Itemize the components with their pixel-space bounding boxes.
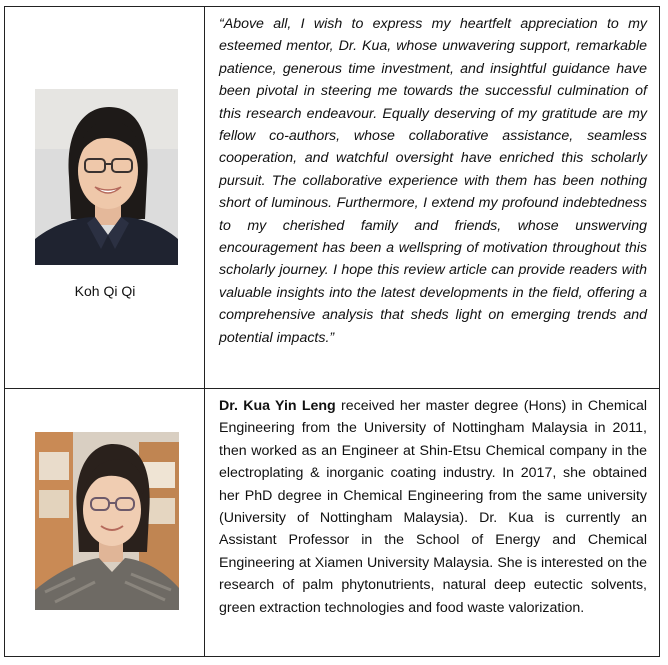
author-bio-table [4,6,660,657]
author-name-koh: Koh Qi Qi [74,283,136,299]
author-photo-koh [35,89,178,265]
acknowledgement-cell [205,7,659,388]
biography-body: received her master degree (Hons) in Chemical Engineering from the University of Nottingham Malaysia in 2011, then worked as an Engineer at Shin-Etsu Chemical company in the electroplating & inorganic coating industry. In 2017, she obtained her PhD degree in Chemical Engineering from the same university (University of Nottingham Malaysia). Dr. Kua is currently an Assistant Professor in the School of Energy and Chemical Engineering at Xiamen University Malaysia. She is interested on the research of palm phytonutrients, natural deep eutectic solvents, green extraction technologies and food waste valorization. [219,398,647,616]
biography-author-name: Dr. Kua Yin Leng [219,398,336,414]
photo-cell-kua [5,389,205,656]
author-row-kua [5,389,659,656]
author-row-koh [5,7,659,389]
photo-cell-koh [5,7,205,388]
author-photo-kua [35,432,179,610]
biography-text [219,395,647,619]
biography-cell [205,389,659,656]
acknowledgement-quote: “Above all, I wish to express my heartfelt appreciation to my esteemed mentor, Dr. Kua, whose unwavering support, remarkable patience, generous time investment, and insightful guidance have been pivotal in steering me towards the successful culmination of this research endeavour. Equally deserving of my gratitude are my fellow co-authors, whose collaborative assistance, seamless cooperation, and watchful oversight have enriched this scholarly pursuit. The collaborative experience with them has been nothing short of luminous. Furthermore, I extend my profound indebtedness to my cherished family and friends, whose unswerving encouragement has been a wellspring of motivation throughout this scholarly journey. I hope this review article can provide readers with valuable insights into the latest developments in the field, offering a comprehensive analysis that sheds light on emerging trends and potential impacts.” [219,16,647,346]
